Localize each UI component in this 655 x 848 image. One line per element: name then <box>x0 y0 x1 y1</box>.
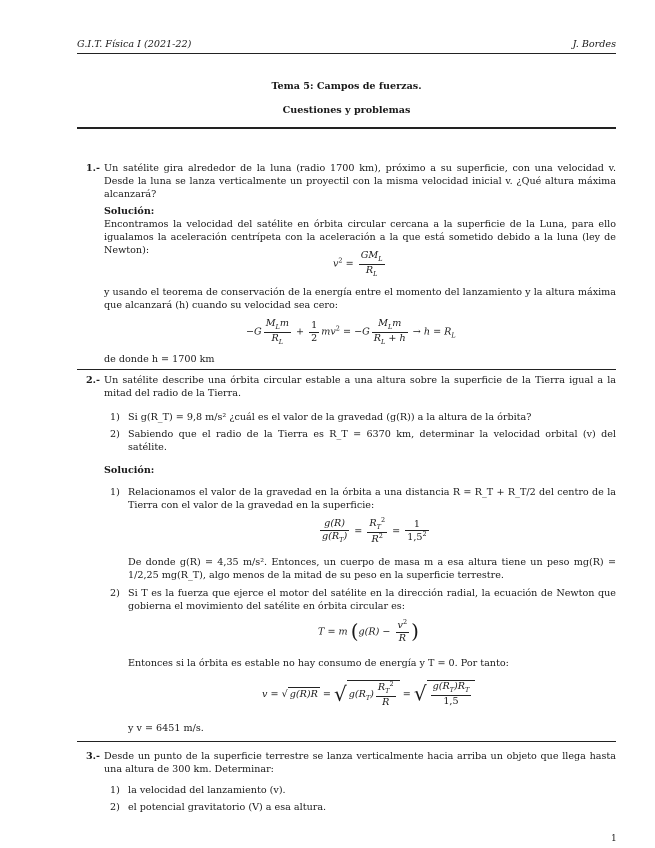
page-subtitle: Cuestiones y problemas <box>282 105 411 116</box>
problem-2-item-2: Sabiendo que el radio de la Tierra es R_T = 6370 km, determinar la velocidad orbital (v) del satélite. <box>128 429 616 454</box>
problem-3-item-1-number: 1) <box>110 785 120 796</box>
problem-3-statement: Desde un punto de la superficie terrestre se lanza verticalmente hacia arriba un objeto que llega hasta una altura de 300 km. Determinar: <box>104 751 616 776</box>
header-rule <box>77 53 616 54</box>
solution-2-item-2-intro: Si T es la fuerza que ejerce el motor del satélite en la dirección radial, la ecuación de Newton que gobierna el movimiento del satélite en órbita circular es: <box>128 588 616 613</box>
problem-2-number: 2.- <box>86 375 100 386</box>
problem-2-item-1-number: 1) <box>110 412 120 423</box>
equation-gravity-ratio: $\frac{g(R)}{g(R_T)}$ = $\frac{R_T^2}{R^2}$ = $\frac{1}{1,5^2}$ <box>322 516 427 546</box>
problem-3-item-1: la velocidad del lanzamiento (v). <box>128 785 286 796</box>
solution-2-item-1-number: 1) <box>110 487 120 498</box>
problem-2-statement: Un satélite describe una órbita circular estable a una altura sobre la superficie de la Tierra igual a la mitad del radio de la Tierra. <box>104 375 616 400</box>
solution-2-label: Solución: <box>104 465 155 476</box>
problem-2-rule <box>77 741 616 742</box>
problem-2-item-1: Si g(R_T) = 9,8 m/s² ¿cuál es el valor de la gravedad (g(R)) a la altura de la órbita? <box>128 412 532 423</box>
problem-1-statement: Un satélite gira alrededor de la luna (radio 1700 km), próximo a su superficie, con una velocidad v. Desde la luna se lanza verticalmente un proyectil con la misma velocidad inicial v. ¿Qué altura máxima alcanzará? <box>104 163 616 201</box>
problem-1-number: 1.- <box>86 163 100 174</box>
solution-2-item-1-intro: Relacionamos el valor de la gravedad en la órbita a una distancia R = R_T + R_T/2 del centro de la Tierra con el valor de la gravedad en la superficie: <box>128 487 616 512</box>
equation-orbital-velocity: $v^2$ = $\frac{GM_L}{R_L}$ <box>333 250 383 278</box>
header-right: J. Bordes <box>572 39 616 50</box>
solution-1-intro: Encontramos la velocidad del satélite en órbita circular cercana a la superficie de la Luna, para ello igualamos la aceleración centrípeta con la aceleración a la que está sometido debido a la luna (ley de Newton): <box>104 219 616 257</box>
solution-1-result: de donde h = 1700 km <box>104 354 215 365</box>
solution-2-item-2-number: 2) <box>110 588 120 599</box>
solution-2-item-1-result: De donde g(R) = 4,35 m/s². Entonces, un cuerpo de masa m a esa altura tiene un peso mg(R) = 1/2,25 mg(R_T), algo menos de la mitad de su peso en la superficie terrestre. <box>128 557 616 582</box>
problem-1-rule <box>77 369 616 370</box>
solution-1-label: Solución: <box>104 206 155 217</box>
problem-3-number: 3.- <box>86 751 100 762</box>
problem-3-item-2: el potencial gravitatorio (V) a esa altura. <box>128 802 327 813</box>
page-number: 1 <box>611 834 617 844</box>
equation-energy-conservation: −G $\frac{M_Lm}{R_L}$ + $\frac{1}{2}$ $mv^2 = -G$ $\frac{M_Lm}{R_L + h}$ → $h = R_L$ <box>246 318 456 346</box>
page-title: Tema 5: Campos de fuerzas. <box>271 81 422 92</box>
solution-2-result: y v = 6451 m/s. <box>128 723 204 734</box>
equation-newton-radial: T = m (g(R) − $\frac{v^2}{R}$ ) <box>318 618 419 644</box>
problem-3-item-2-number: 2) <box>110 802 120 813</box>
equation-velocity: v = √ g(R)R = √ $g(R_T)$ $\frac{R_T^2}{R}$ = √ $\frac{g(R_T)R_T}{1,5}$ <box>262 680 475 709</box>
header-left: G.I.T. Física I (2021-22) <box>77 39 192 50</box>
title-rule <box>77 127 616 129</box>
solution-1-mid: y usando el teorema de conservación de la energía entre el momento del lanzamiento y la altura máxima que alcanzará (h) cuando su velocidad sea cero: <box>104 287 616 312</box>
solution-2-item-2-stable: Entonces si la órbita es estable no hay consumo de energía y T = 0. Por tanto: <box>128 658 509 669</box>
problem-2-item-2-number: 2) <box>110 429 120 440</box>
